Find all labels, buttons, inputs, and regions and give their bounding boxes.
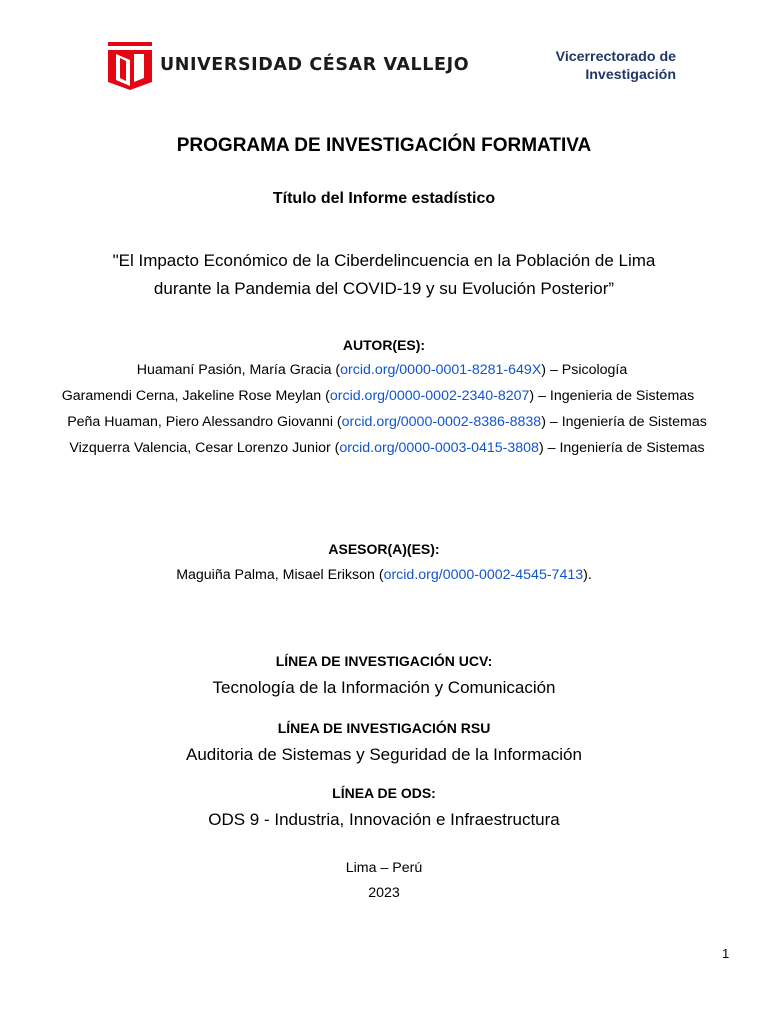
line-ods-heading: LÍNEA DE ODS:	[332, 785, 436, 801]
report-label: Título del Informe estadístico	[272, 190, 496, 207]
author-line: Garamendi Cerna, Jakeline Rose Meylan (orcid.org/0000-0002-2340-8207) – Ingenieria de Sistemas	[61, 388, 695, 404]
orcid-link[interactable]: orcid.org/0000-0002-2340-8207	[329, 388, 530, 404]
advisor-line: Maguiña Palma, Misael Erikson (orcid.org/0000-0002-4545-7413).	[176, 567, 592, 583]
author-line: Peña Huaman, Piero Alessandro Giovanni (orcid.org/0000-0002-8386-8838) – Ingeniería de Sistemas	[67, 414, 707, 430]
place: Lima – Perú	[345, 860, 423, 876]
orcid-link[interactable]: orcid.org/0000-0003-0415-3808	[339, 440, 539, 456]
line-rsu-heading: LÍNEA DE INVESTIGACIÓN RSU	[277, 720, 491, 736]
report-title: "El Impacto Económico de la Ciberdelincuencia en la Población de Lima durante la Pandemia del COVID-19 y su Evolución Posterior”	[112, 251, 656, 298]
orcid-link[interactable]: orcid.org/0000-0002-4545-7413	[383, 567, 584, 583]
line-rsu-value: Auditoria de Sistemas y Seguridad de la Información	[186, 745, 582, 764]
university-name: UNIVERSIDAD CÉSAR VALLEJO	[160, 55, 470, 76]
line-ods-value: ODS 9 - Industria, Innovación e Infraestructura	[208, 810, 560, 829]
author-line: Huamaní Pasión, María Gracia (orcid.org/0000-0001-8281-649X) – Psicología	[136, 362, 628, 378]
line-ucv-value: Tecnología de la Información y Comunicación	[212, 678, 556, 697]
year: 2023	[368, 885, 400, 901]
program-title: PROGRAMA DE INVESTIGACIÓN FORMATIVA	[176, 135, 592, 156]
university-logo	[108, 42, 469, 90]
line-ucv-heading: LÍNEA DE INVESTIGACIÓN UCV:	[275, 653, 493, 669]
author-line: Vizquerra Valencia, Cesar Lorenzo Junior (orcid.org/0000-0003-0415-3808) – Ingeniería de Sistemas	[69, 440, 705, 456]
vice-rectorate-label: Vicerrectorado de Investigación	[555, 49, 676, 83]
advisor-heading: ASESOR(A)(ES):	[328, 541, 440, 557]
page-number: 1	[722, 946, 730, 961]
ucv-shield-icon	[108, 42, 152, 90]
orcid-link[interactable]: orcid.org/0000-0001-8281-649X	[340, 362, 542, 378]
orcid-link[interactable]: orcid.org/0000-0002-8386-8838	[341, 414, 542, 430]
authors-heading: AUTOR(ES):	[342, 337, 426, 353]
